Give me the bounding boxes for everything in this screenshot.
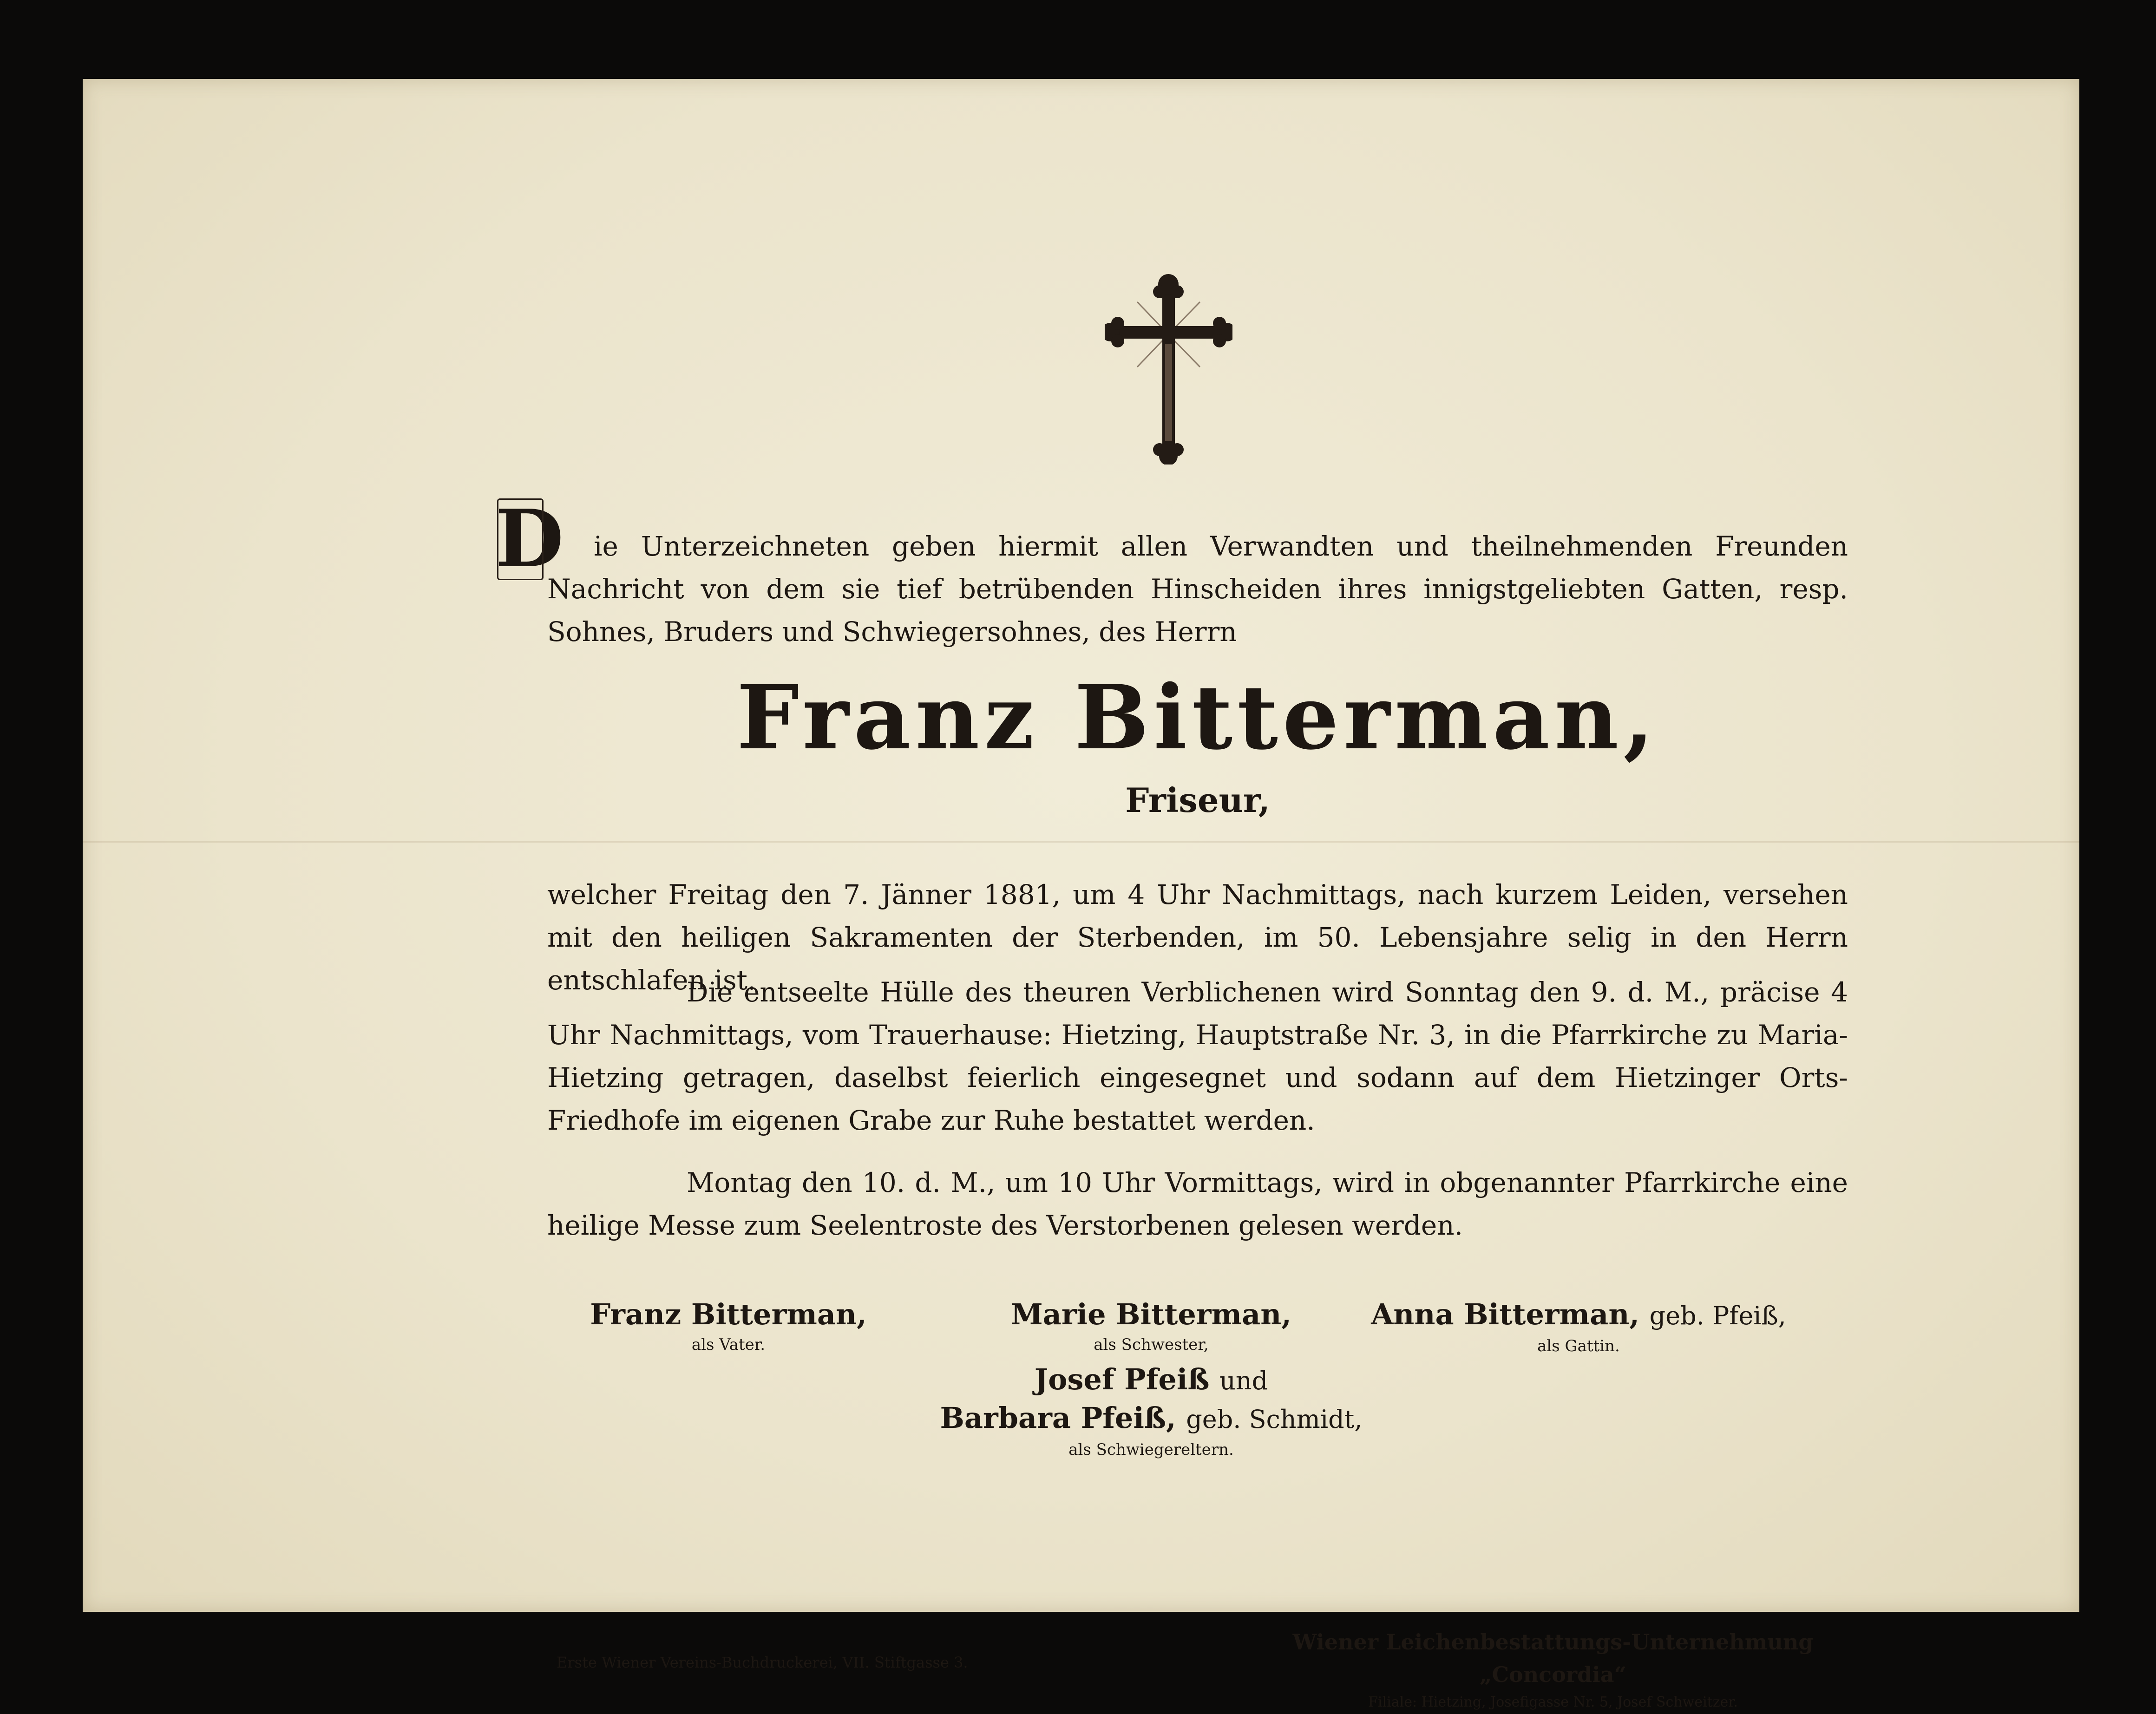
signatory-father bbox=[566, 1296, 891, 1356]
signatory-maiden-name: geb. Pfeiß, bbox=[1649, 1301, 1786, 1330]
signatory-joiner: und bbox=[1219, 1366, 1268, 1395]
signatory-name: Marie Bitterman, bbox=[1011, 1297, 1291, 1331]
profession: Friseur, bbox=[1125, 780, 1270, 820]
signatory-parents-in-law bbox=[882, 1361, 1421, 1461]
cross-icon bbox=[1105, 274, 1232, 464]
signatory-sister bbox=[956, 1296, 1346, 1356]
signatory-maiden-name: geb. Schmidt, bbox=[1186, 1405, 1363, 1434]
signatory-name: Josef Pfeiß bbox=[1034, 1362, 1210, 1396]
signatory-wife bbox=[1346, 1296, 1811, 1358]
deceased-name: Franz Bitterman, bbox=[736, 666, 1659, 769]
paper-fold bbox=[83, 841, 2079, 843]
signatory-role: als Schwester, bbox=[1094, 1335, 1209, 1354]
undertaker-firm: Wiener Leichenbestattungs-Unternehmung „Concordia“ bbox=[1292, 1629, 1814, 1687]
opening-paragraph: ie Unterzeichneten geben hiermit allen Verwandten und theilnehmenden Freunden Nachricht von dem sie tief betrübenden Hinscheiden ihres innigstgeliebten Gatten, resp. Sohnes, Bruders und Schwiegersohnes, des Herrn bbox=[547, 530, 1848, 648]
signatory-role: als Gattin. bbox=[1537, 1337, 1620, 1355]
mourning-card bbox=[83, 79, 2079, 1710]
printer-imprint: Erste Wiener Vereins-Buchdruckerei, VII. Stiftgasse 3. bbox=[557, 1654, 968, 1671]
undertaker-imprint bbox=[1244, 1626, 1862, 1714]
death-paragraph: welcher Freitag den 7. Jänner 1881, um 4 Uhr Nachmittags, nach kurzem Leiden, versehen mit den heiligen Sakramenten der Sterbenden, im 50. Lebensjahre selig in den Herrn entschlafen ist. bbox=[547, 879, 1848, 996]
signatory-name: Franz Bitterman, bbox=[590, 1297, 867, 1331]
signatory-role: als Schwiegereltern. bbox=[1068, 1440, 1234, 1459]
funeral-paragraph: Die entseelte Hülle des theuren Verblichenen wird Sonntag den 9. d. M., präcise 4 Uhr Nachmittags, vom Trauerhause: Hietzing, Hauptstraße Nr. 3, in die Pfarrkirche zu Maria-Hietzing getragen, daselbst feierlich eingesegnet und sodann auf dem Hietzinger Orts-Friedhofe im eigenen Grabe zur Ruhe bestattet werden. bbox=[547, 976, 1848, 1136]
undertaker-branch: Filiale: Hietzing, Josefigasse Nr. 5, Josef Schweitzer. bbox=[1368, 1694, 1738, 1710]
signatory-name: Barbara Pfeiß, bbox=[940, 1401, 1176, 1435]
ornamental-initial bbox=[495, 492, 564, 585]
signatory-name: Anna Bitterman, bbox=[1371, 1297, 1639, 1331]
mass-paragraph: Montag den 10. d. M., um 10 Uhr Vormittags, wird in obgenannter Pfarrkirche eine heilige Messe zum Seelentroste des Verstorbenen gelesen werden. bbox=[547, 1167, 1848, 1241]
initial-letter: D bbox=[495, 492, 564, 585]
signatory-role: als Vater. bbox=[691, 1335, 766, 1354]
